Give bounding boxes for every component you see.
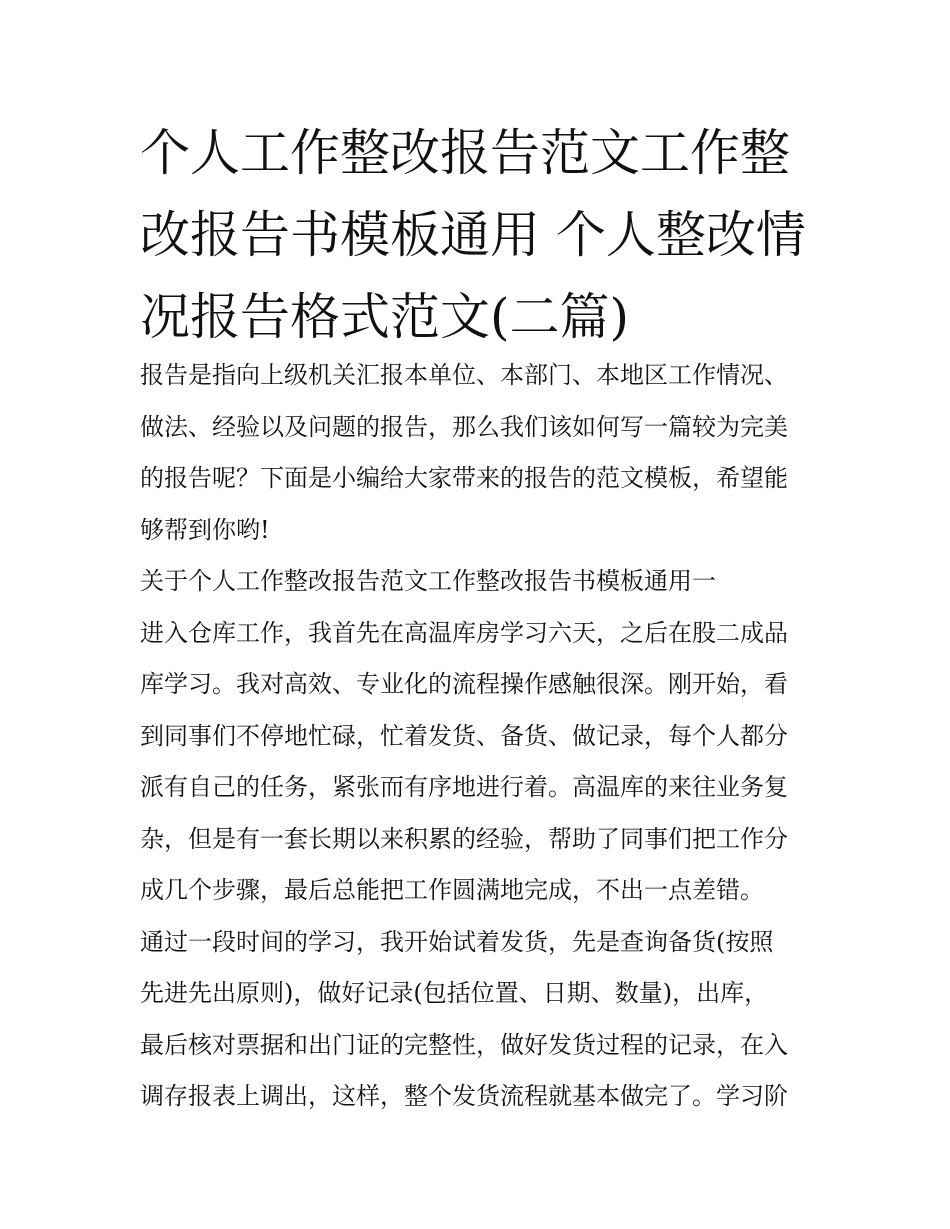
title-line: 改报告书模板通用 个人整改情 (140, 206, 806, 264)
body-line: 成几个步骤，最后总能把工作圆满地完成，不出一点差错。 (140, 876, 764, 904)
body-line: 进入仓库工作，我首先在高温库房学习六天，之后在股二成品 (140, 618, 788, 647)
body-line: 库学习。我对高效、专业化的流程操作感触很深。刚开始，看 (140, 670, 788, 698)
body-line: 通过一段时间的学习，我开始试着发货，先是查询备货(按照 (140, 927, 774, 956)
title-line: 个人工作整改报告范文工作整 (140, 124, 790, 182)
body-line: 派有自己的任务，紧张而有序地进行着。高温库的来往业务复 (140, 773, 788, 801)
document-title (140, 112, 810, 358)
body-line: 调存报表上调出，这样，整个发货流程就基本做完了。学习阶 (140, 1082, 788, 1110)
body-line-intro: 的报告呢？下面是小编给大家带来的报告的范文模板，希望能 (140, 464, 788, 492)
body-line: 最后核对票据和出门证的完整性，做好发货过程的记录，在入 (140, 1030, 788, 1059)
body-line-intro: 够帮到你哟! (140, 515, 270, 544)
body-line: 杂，但是有一套长期以来积累的经验，帮助了同事们把工作分 (140, 824, 788, 853)
body-line: 先进先出原则)，做好记录(包括位置、日期、数量)，出库， (140, 979, 769, 1007)
body-line-intro: 做法、经验以及问题的报告，那么我们该如何写一篇较为完美 (140, 412, 788, 441)
body-line-intro: 报告是指向上级机关汇报本单位、本部门、本地区工作情况、 (140, 361, 788, 389)
document-body (140, 350, 820, 1123)
body-line: 到同事们不停地忙碌，忙着发货、备货、做记录，每个人都分 (140, 721, 788, 750)
title-line: 况报告格式范文(二篇) (140, 288, 630, 346)
section-heading: 关于个人工作整改报告范文工作整改报告书模板通用一 (140, 567, 716, 595)
